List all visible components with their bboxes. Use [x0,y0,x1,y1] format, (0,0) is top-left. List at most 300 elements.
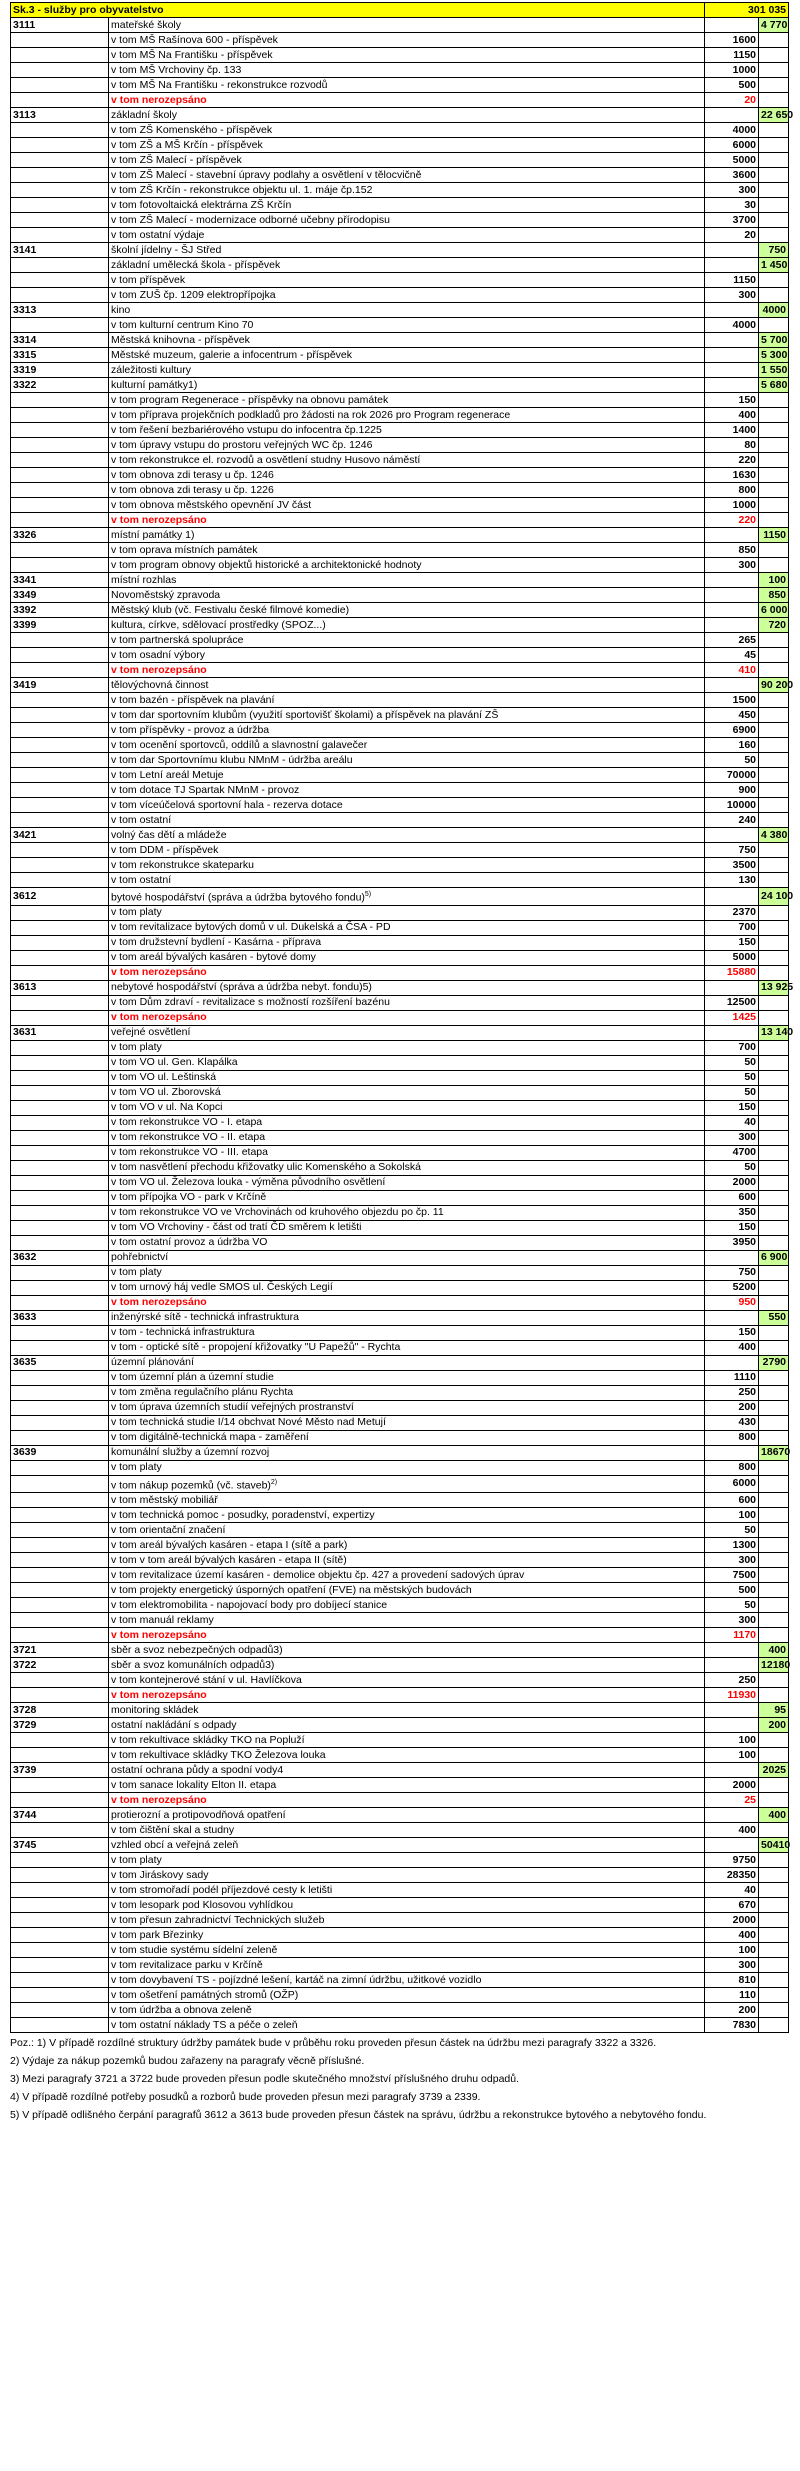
table-row [11,93,789,108]
item-amount: 1000 [705,63,759,78]
item-label [109,1460,705,1475]
table-row [11,1265,789,1280]
item-label [109,258,705,273]
item-amount: 750 [705,843,759,858]
item-label [109,1568,705,1583]
paragraph-code [11,648,109,663]
item-label-text: v tom ZŠ Komenského - příspěvek [111,123,273,136]
paragraph-code [11,1040,109,1055]
paragraph-total [759,1400,789,1415]
paragraph-total [759,1748,789,1763]
paragraph-code [11,2018,109,2033]
item-amount: 150 [705,1220,759,1235]
item-label [109,1310,705,1325]
paragraph-code [11,1460,109,1475]
item-label [109,528,705,543]
item-amount: 3500 [705,858,759,873]
paragraph-total [759,1958,789,1973]
paragraph-total [759,858,789,873]
paragraph-code: 3729 [11,1718,109,1733]
item-amount: 7830 [705,2018,759,2033]
item-label [109,498,705,513]
table-row [11,1385,789,1400]
paragraph-total [759,468,789,483]
paragraph-total [759,93,789,108]
section-total: 301 035 [705,3,789,18]
paragraph-code [11,1190,109,1205]
table-row [11,63,789,78]
paragraph-code [11,78,109,93]
item-label [109,1733,705,1748]
item-amount [705,243,759,258]
item-label [109,408,705,423]
item-label-text: v tom řešení bezbariérového vstupu do infocentra čp.1225 [111,423,382,436]
item-amount [705,348,759,363]
table-row [11,1553,789,1568]
paragraph-total [759,1115,789,1130]
paragraph-code [11,1280,109,1295]
item-amount: 3600 [705,168,759,183]
item-label-text: sběr a svoz komunálních odpadů3) [111,1658,275,1671]
table-row [11,1445,789,1460]
item-label [109,18,705,33]
paragraph-total [759,1913,789,1928]
item-amount: 3950 [705,1235,759,1250]
table-row [11,1628,789,1643]
paragraph-total [759,63,789,78]
paragraph-code [11,63,109,78]
table-row [11,648,789,663]
item-label-text: v tom nerozepsáno [111,966,207,978]
paragraph-total [759,1688,789,1703]
item-label [109,588,705,603]
paragraph-total: 4000 [759,303,789,318]
item-label [109,1658,705,1673]
table-row [11,588,789,603]
item-label-text: v tom rekultivace skládky TKO Železova louka [111,1748,326,1761]
paragraph-total: 5 300 [759,348,789,363]
paragraph-total [759,965,789,980]
table-row [11,995,789,1010]
item-amount: 430 [705,1415,759,1430]
item-amount: 100 [705,1508,759,1523]
paragraph-code [11,843,109,858]
paragraph-total [759,1430,789,1445]
paragraph-code [11,1628,109,1643]
paragraph-total [759,558,789,573]
table-row [11,1823,789,1838]
paragraph-total: 200 [759,1718,789,1733]
item-amount: 50 [705,1085,759,1100]
table-row [11,108,789,123]
table-row [11,738,789,753]
item-label [109,513,705,528]
table-row [11,483,789,498]
item-label-text: komunální služby a územní rozvoj [111,1446,270,1458]
item-amount: 410 [705,663,759,678]
table-row [11,1883,789,1898]
table-row [11,935,789,950]
item-label [109,1883,705,1898]
table-row [11,543,789,558]
item-label-text: v tom projekty energetický úsporných opatření (FVE) na městských budovách [111,1583,472,1596]
table-row [11,1025,789,1040]
item-label [109,153,705,168]
item-label [109,1475,705,1493]
paragraph-code [11,1265,109,1280]
item-amount [705,1718,759,1733]
paragraph-code [11,1883,109,1898]
table-row [11,1928,789,1943]
item-label [109,1508,705,1523]
item-label [109,1748,705,1763]
item-label [109,1265,705,1280]
paragraph-code [11,213,109,228]
item-label-text: v tom platy [111,1853,162,1866]
item-label [109,48,705,63]
item-label-text: v tom rekonstrukce skateparku [111,858,254,871]
paragraph-total [759,1040,789,1055]
table-row [11,1898,789,1913]
item-amount: 150 [705,1325,759,1340]
paragraph-total: 1 450 [759,258,789,273]
paragraph-code [11,393,109,408]
item-label-text: v tom areál bývalých kasáren - bytové domy [111,951,316,963]
paragraph-total: 22 650 [759,108,789,123]
paragraph-total [759,1205,789,1220]
paragraph-code: 3745 [11,1838,109,1853]
paragraph-code: 3341 [11,573,109,588]
item-label-text: v tom změna regulačního plánu Rychta [111,1386,294,1398]
table-row [11,1778,789,1793]
paragraph-total: 4 770 [759,18,789,33]
table-row [11,2003,789,2018]
paragraph-code [11,1988,109,2003]
table-row [11,678,789,693]
item-label-text: kulturní památky1) [111,378,198,391]
item-label-text: v tom ošetření památných stromů (OŽP) [111,1988,299,2001]
paragraph-total [759,1100,789,1115]
item-label-text: v tom dotace TJ Spartak NMnM - provoz [111,783,300,796]
table-row [11,1808,789,1823]
item-label [109,1370,705,1385]
table-row [11,303,789,318]
item-label-text: v tom rekonstrukce VO - III. etapa [111,1146,268,1158]
item-label [109,168,705,183]
item-label [109,828,705,843]
table-row [11,1598,789,1613]
paragraph-total [759,393,789,408]
item-label-text: ostatní ochrana půdy a spodní vody4 [111,1763,284,1776]
item-label [109,920,705,935]
item-label-text: v tom ZUŠ čp. 1209 elektropřípojka [111,288,276,301]
item-label [109,1808,705,1823]
paragraph-total: 6 900 [759,1250,789,1265]
item-label-text: v tom příspěvky - provoz a údržba [111,723,270,736]
item-amount: 200 [705,1400,759,1415]
paragraph-code [11,1010,109,1025]
table-row [11,378,789,393]
paragraph-total [759,198,789,213]
item-label [109,1295,705,1310]
item-amount: 1170 [705,1628,759,1643]
table-row [11,1055,789,1070]
item-label-text: mateřské školy [111,18,182,31]
paragraph-total: 2790 [759,1355,789,1370]
table-row [11,228,789,243]
item-label [109,63,705,78]
table-row [11,1613,789,1628]
paragraph-total [759,1928,789,1943]
item-label [109,678,705,693]
paragraph-code [11,1475,109,1493]
paragraph-total [759,1070,789,1085]
paragraph-code: 3319 [11,363,109,378]
item-label [109,1778,705,1793]
item-label [109,1445,705,1460]
item-label-text: nebytové hospodářství (správa a údržba nebyt. fondu)5) [111,981,372,993]
item-amount: 2000 [705,1175,759,1190]
paragraph-code [11,1868,109,1883]
paragraph-code [11,1793,109,1808]
paragraph-total [759,453,789,468]
paragraph-code [11,1673,109,1688]
paragraph-total: 18670 [759,1445,789,1460]
paragraph-code [11,723,109,738]
paragraph-code [11,1325,109,1340]
paragraph-code: 3421 [11,828,109,843]
item-label-text: záležitosti kultury [111,363,191,376]
paragraph-code [11,1613,109,1628]
item-label [109,198,705,213]
paragraph-code: 3744 [11,1808,109,1823]
item-label-text: v tom ZŠ Malecí - příspěvek [111,153,242,166]
paragraph-code: 3349 [11,588,109,603]
table-row [11,1733,789,1748]
item-label [109,1553,705,1568]
item-label [109,663,705,678]
table-row [11,318,789,333]
paragraph-code [11,1493,109,1508]
table-row [11,1370,789,1385]
table-row [11,1673,789,1688]
item-label [109,288,705,303]
item-amount: 1500 [705,693,759,708]
paragraph-total [759,648,789,663]
item-label [109,1100,705,1115]
paragraph-total [759,663,789,678]
paragraph-total [759,1598,789,1613]
item-amount [705,528,759,543]
item-label-text: v tom urnový háj vedle SMOS ul. Českých Legií [111,1281,333,1293]
table-row [11,980,789,995]
paragraph-code [11,168,109,183]
paragraph-code [11,995,109,1010]
table-row [11,1568,789,1583]
item-label-text: v tom - optické sítě - propojení křižovatky "U Papežů" - Rychta [111,1341,401,1353]
paragraph-code: 3721 [11,1643,109,1658]
item-amount [705,363,759,378]
item-amount: 700 [705,920,759,935]
item-amount: 100 [705,1943,759,1958]
item-label-text: v tom rekonstrukce VO - I. etapa [111,1116,263,1128]
table-row [11,1538,789,1553]
item-label [109,648,705,663]
item-label [109,468,705,483]
section-title: Sk.3 - služby pro obyvatelstvo [11,3,705,18]
paragraph-total: 850 [759,588,789,603]
table-row [11,905,789,920]
table-row [11,333,789,348]
item-label-text: v tom VO ul. Leštinská [111,1071,217,1083]
paragraph-total [759,843,789,858]
table-row [11,423,789,438]
paragraph-total: 720 [759,618,789,633]
table-row [11,1355,789,1370]
item-label-text: v tom obnova městského opevnění JV část [111,498,312,511]
item-label [109,1055,705,1070]
table-row [11,1763,789,1778]
item-label [109,1325,705,1340]
table-row [11,965,789,980]
item-amount: 70000 [705,768,759,783]
item-label [109,483,705,498]
item-label-text: pohřebnictví [111,1251,169,1263]
item-label-text: v tom ostatní [111,813,172,826]
paragraph-code [11,965,109,980]
item-amount: 4000 [705,318,759,333]
paragraph-total [759,708,789,723]
item-label-text: v tom elektromobilita - napojovací body pro dobíjecí stanice [111,1598,388,1611]
paragraph-total [759,168,789,183]
item-label-text: v tom - technická infrastruktura [111,1326,255,1338]
item-label [109,935,705,950]
item-label-text: protierozní a protipovodňová opatření [111,1808,286,1821]
item-label [109,1493,705,1508]
paragraph-code: 3612 [11,888,109,906]
item-amount: 1300 [705,1538,759,1553]
item-label [109,1673,705,1688]
item-label-text: v tom revitalizace území kasáren - demolice objektu čp. 427 a provedení sadových úprav [111,1568,525,1581]
item-label [109,1220,705,1235]
item-amount: 2000 [705,1913,759,1928]
paragraph-code [11,1538,109,1553]
item-label-text: v tom partnerská spolupráce [111,633,244,646]
paragraph-total: 95 [759,1703,789,1718]
table-row [11,843,789,858]
item-amount [705,303,759,318]
paragraph-total [759,1010,789,1025]
paragraph-code [11,1973,109,1988]
paragraph-total [759,1055,789,1070]
item-label [109,1205,705,1220]
item-label-text: v tom městský mobiliář [111,1493,218,1506]
item-label-text: v tom obnova zdi terasy u čp. 1246 [111,468,274,481]
item-label-text: v tom MŠ Na Františku - příspěvek [111,48,273,61]
item-amount: 80 [705,438,759,453]
paragraph-code [11,1568,109,1583]
item-label [109,1250,705,1265]
item-label-text: v tom bazén - příspěvek na plavání [111,693,275,706]
table-row [11,468,789,483]
paragraph-code [11,798,109,813]
paragraph-total [759,798,789,813]
table-row [11,1100,789,1115]
item-label-text: v tom revitalizace parku v Krčíně [111,1958,263,1971]
item-label-text: v tom VO ul. Zborovská [111,1086,221,1098]
item-label [109,1130,705,1145]
item-amount: 300 [705,1613,759,1628]
item-amount: 110 [705,1988,759,2003]
item-label-text: tělovýchovná činnost [111,678,209,691]
item-label-text: v tom nasvětlení přechodu křižovatky ulic Komenského a Sokolská [111,1161,421,1173]
paragraph-total [759,905,789,920]
item-amount: 50 [705,1523,759,1538]
paragraph-code [11,33,109,48]
item-label [109,243,705,258]
item-amount: 50 [705,1160,759,1175]
item-label-text: v tom fotovoltaická elektrárna ZŠ Krčín [111,198,292,211]
item-amount [705,678,759,693]
paragraph-total [759,123,789,138]
paragraph-code [11,1145,109,1160]
paragraph-code [11,438,109,453]
paragraph-total [759,1793,789,1808]
item-label [109,1145,705,1160]
item-label [109,1070,705,1085]
paragraph-code [11,873,109,888]
item-amount: 800 [705,1430,759,1445]
item-label-text: v tom MŠ Na Františku - rekonstrukce rozvodů [111,78,328,91]
paragraph-code [11,153,109,168]
paragraph-total [759,438,789,453]
item-label-text: v tom dovybavení TS - pojízdné lešení, kartáč na zimní údržbu, užitkové vozidlo [111,1973,482,1986]
paragraph-code [11,1070,109,1085]
paragraph-total [759,783,789,798]
item-label [109,228,705,243]
paragraph-code [11,1235,109,1250]
item-label [109,273,705,288]
paragraph-code [11,905,109,920]
item-amount [705,1643,759,1658]
table-row [11,1838,789,1853]
item-label [109,558,705,573]
paragraph-total [759,1568,789,1583]
item-label-text: v tom ZŠ a MŠ Krčín - příspěvek [111,138,263,151]
paragraph-code [11,183,109,198]
table-row [11,1205,789,1220]
paragraph-code [11,318,109,333]
item-label-text: v tom ZŠ Krčín - rekonstrukce objektu ul. 1. máje čp.152 [111,183,373,196]
item-label-text: ostatní nakládání s odpady [111,1718,237,1731]
item-amount [705,603,759,618]
item-label-text: v tom program Regenerace - příspěvky na obnovu památek [111,393,389,406]
item-label-text: v tom nákup pozemků (vč. staveb) [111,1479,271,1491]
item-amount: 30 [705,198,759,213]
footnote-line: Poz.: 1) V případě rozdílné struktury údržby památek bude v průběhu roku proveden přesun částek na údržbu mezi paragrafy 3322 a 3326. [10,2037,657,2049]
item-label-text: sběr a svoz nebezpečných odpadů3) [111,1643,283,1656]
item-label [109,108,705,123]
paragraph-total [759,1280,789,1295]
paragraph-code: 3419 [11,678,109,693]
item-label [109,1025,705,1040]
paragraph-total [759,213,789,228]
item-label [109,888,705,906]
item-label [109,1583,705,1598]
item-label-text: volný čas dětí a mládeže [111,828,227,841]
table-row [11,1868,789,1883]
item-label [109,873,705,888]
